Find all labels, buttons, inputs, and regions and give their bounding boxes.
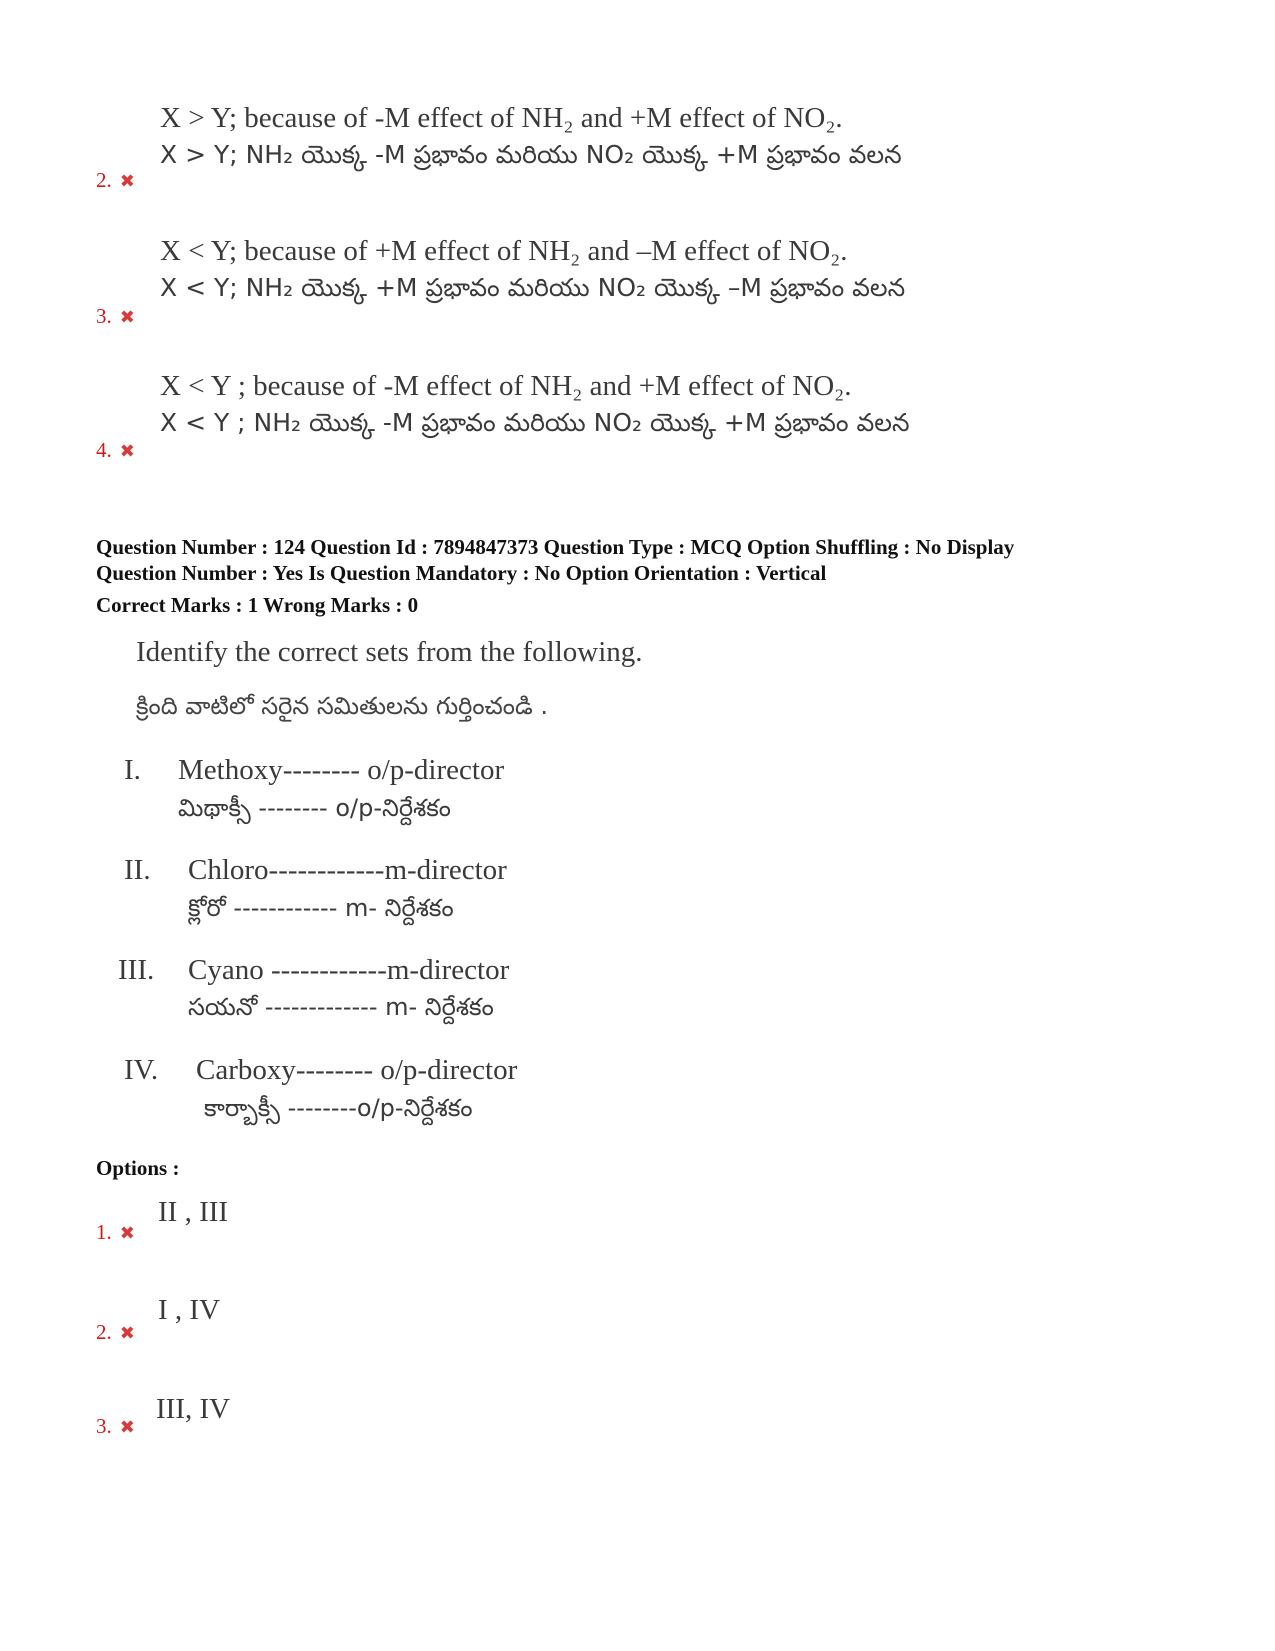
option-2-text: I , IV [158, 1294, 221, 1326]
option-number: 3. [96, 1414, 112, 1438]
prev-option-4-english: X < Y ; because of -M effect of NH₂ and +M effect of NO₂. [160, 370, 852, 402]
option-number: 1. [96, 1220, 112, 1244]
item-3-telugu: సయనో ------------- m- నిర్దేశకం [188, 993, 494, 1021]
question-meta-line-1: Question Number : 124 Question Id : 7894847373 Question Type : MCQ Option Shuffling : No Display [96, 535, 1015, 559]
prev-option-2-telugu: X > Y; NH₂ యొక్క -M ప్రభావం మరియు NO₂ యొక్క +M ప్రభావం వలన [160, 140, 902, 169]
question-text-english: Identify the correct sets from the following. [136, 636, 643, 668]
item-4-telugu: కార్బాక్సీ --------o/p-నిర్దేశకం [204, 1094, 473, 1122]
item-3-english: Cyano ------------m-director [188, 954, 510, 986]
question-meta-line-2: Question Number : Yes Is Question Mandatory : No Option Orientation : Vertical [96, 561, 827, 585]
item-4-english: Carboxy-------- o/p-director [196, 1054, 518, 1086]
cross-icon: ✖ [119, 1223, 135, 1244]
item-2-numeral: II. [124, 854, 151, 886]
prev-option-4-telugu: X < Y ; NH₂ యొక్క -M ప్రభావం మరియు NO₂ యొక్క +M ప్రభావం వలన [160, 408, 910, 437]
option-number: 4. [96, 438, 112, 462]
option-3-text: III, IV [156, 1393, 231, 1425]
prev-option-3-telugu: X < Y; NH₂ యొక్క +M ప్రభావం మరియు NO₂ యొక్క –M ప్రభావం వలన [160, 273, 906, 302]
option-number: 2. [96, 1320, 112, 1344]
prev-option-4-marker [96, 438, 135, 463]
cross-icon: ✖ [119, 307, 135, 328]
option-2-marker [96, 1320, 135, 1345]
cross-icon: ✖ [119, 1323, 135, 1344]
item-1-english: Methoxy-------- o/p-director [178, 754, 505, 786]
item-2-telugu: క్లోరో ------------ m- నిర్దేశకం [188, 894, 454, 922]
question-text-telugu: క్రింది వాటిలో సరైన సమితులను గుర్తించండి . [136, 692, 548, 720]
item-2-english: Chloro------------m-director [188, 854, 507, 886]
item-1-numeral: I. [124, 754, 141, 786]
prev-option-2-marker [96, 168, 135, 193]
prev-option-2-english: X > Y; because of -M effect of NH₂ and +M effect of NO₂. [160, 102, 843, 134]
option-3-marker [96, 1414, 135, 1439]
cross-icon: ✖ [119, 171, 135, 192]
option-number: 3. [96, 304, 112, 328]
item-4-numeral: IV. [124, 1054, 159, 1086]
prev-option-3-english: X < Y; because of +M effect of NH₂ and –M effect of NO₂. [160, 235, 848, 267]
options-label: Options : [96, 1156, 180, 1180]
option-1-text: II , III [158, 1196, 229, 1228]
prev-option-3-marker [96, 304, 135, 329]
option-1-marker [96, 1220, 135, 1245]
cross-icon: ✖ [119, 441, 135, 462]
item-3-numeral: III. [118, 954, 155, 986]
option-number: 2. [96, 168, 112, 192]
cross-icon: ✖ [119, 1417, 135, 1438]
question-marks: Correct Marks : 1 Wrong Marks : 0 [96, 593, 419, 617]
item-1-telugu: మిథాక్సీ -------- o/p-నిర్దేశకం [178, 794, 451, 822]
